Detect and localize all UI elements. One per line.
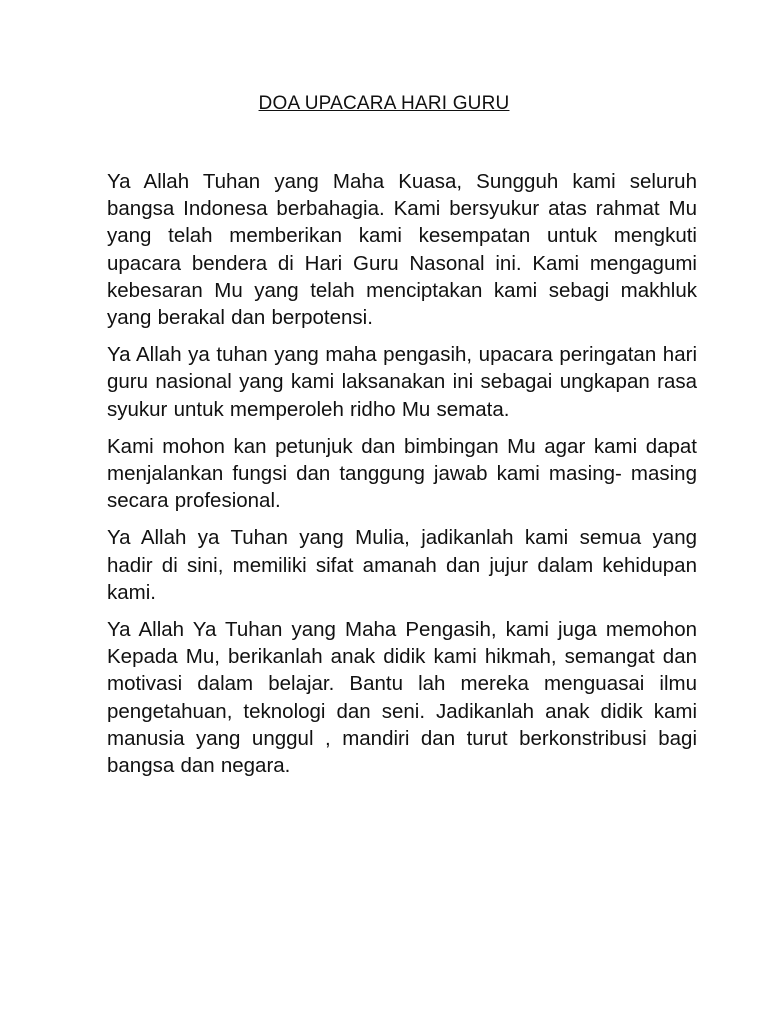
paragraph-1: Ya Allah Tuhan yang Maha Kuasa, Sungguh kami seluruh bangsa Indonesa berbahagia. Kami bersyukur atas rahmat Mu yang telah memberikan kami kesempatan untuk mengkuti upacara bendera di Hari Guru Nasonal ini. Kami mengagumi kebesaran Mu yang telah menciptakan kami sebagi makhluk yang berakal dan berpotensi.: [107, 170, 697, 330]
paragraph-4: Ya Allah ya Tuhan yang Mulia, jadikanlah kami semua yang hadir di sini, memiliki sifat amanah dan jujur dalam kehidupan kami.: [107, 526, 697, 604]
paragraph-2: Ya Allah ya tuhan yang maha pengasih, upacara peringatan hari guru nasional yang kami laksanakan ini sebagai ungkapan rasa syukur untuk memperoleh ridho Mu semata.: [107, 343, 697, 421]
paragraph-5: Ya Allah Ya Tuhan yang Maha Pengasih, kami juga memohon Kepada Mu, berikanlah anak didik kami hikmah, semangat dan motivasi dalam belajar. Bantu lah mereka menguasai ilmu pengetahuan, teknologi dan seni. Jadikanlah anak didik kami manusia yang unggul , mandiri dan turut berkonstribusi bagi bangsa dan negara.: [107, 618, 697, 778]
document-title: DOA UPACARA HARI GURU: [258, 93, 510, 114]
paragraph-3: Kami mohon kan petunjuk dan bimbingan Mu agar kami dapat menjalankan fungsi dan tanggung jawab kami masing- masing secara profesional.: [107, 434, 697, 513]
document-body: [107, 168, 697, 789]
